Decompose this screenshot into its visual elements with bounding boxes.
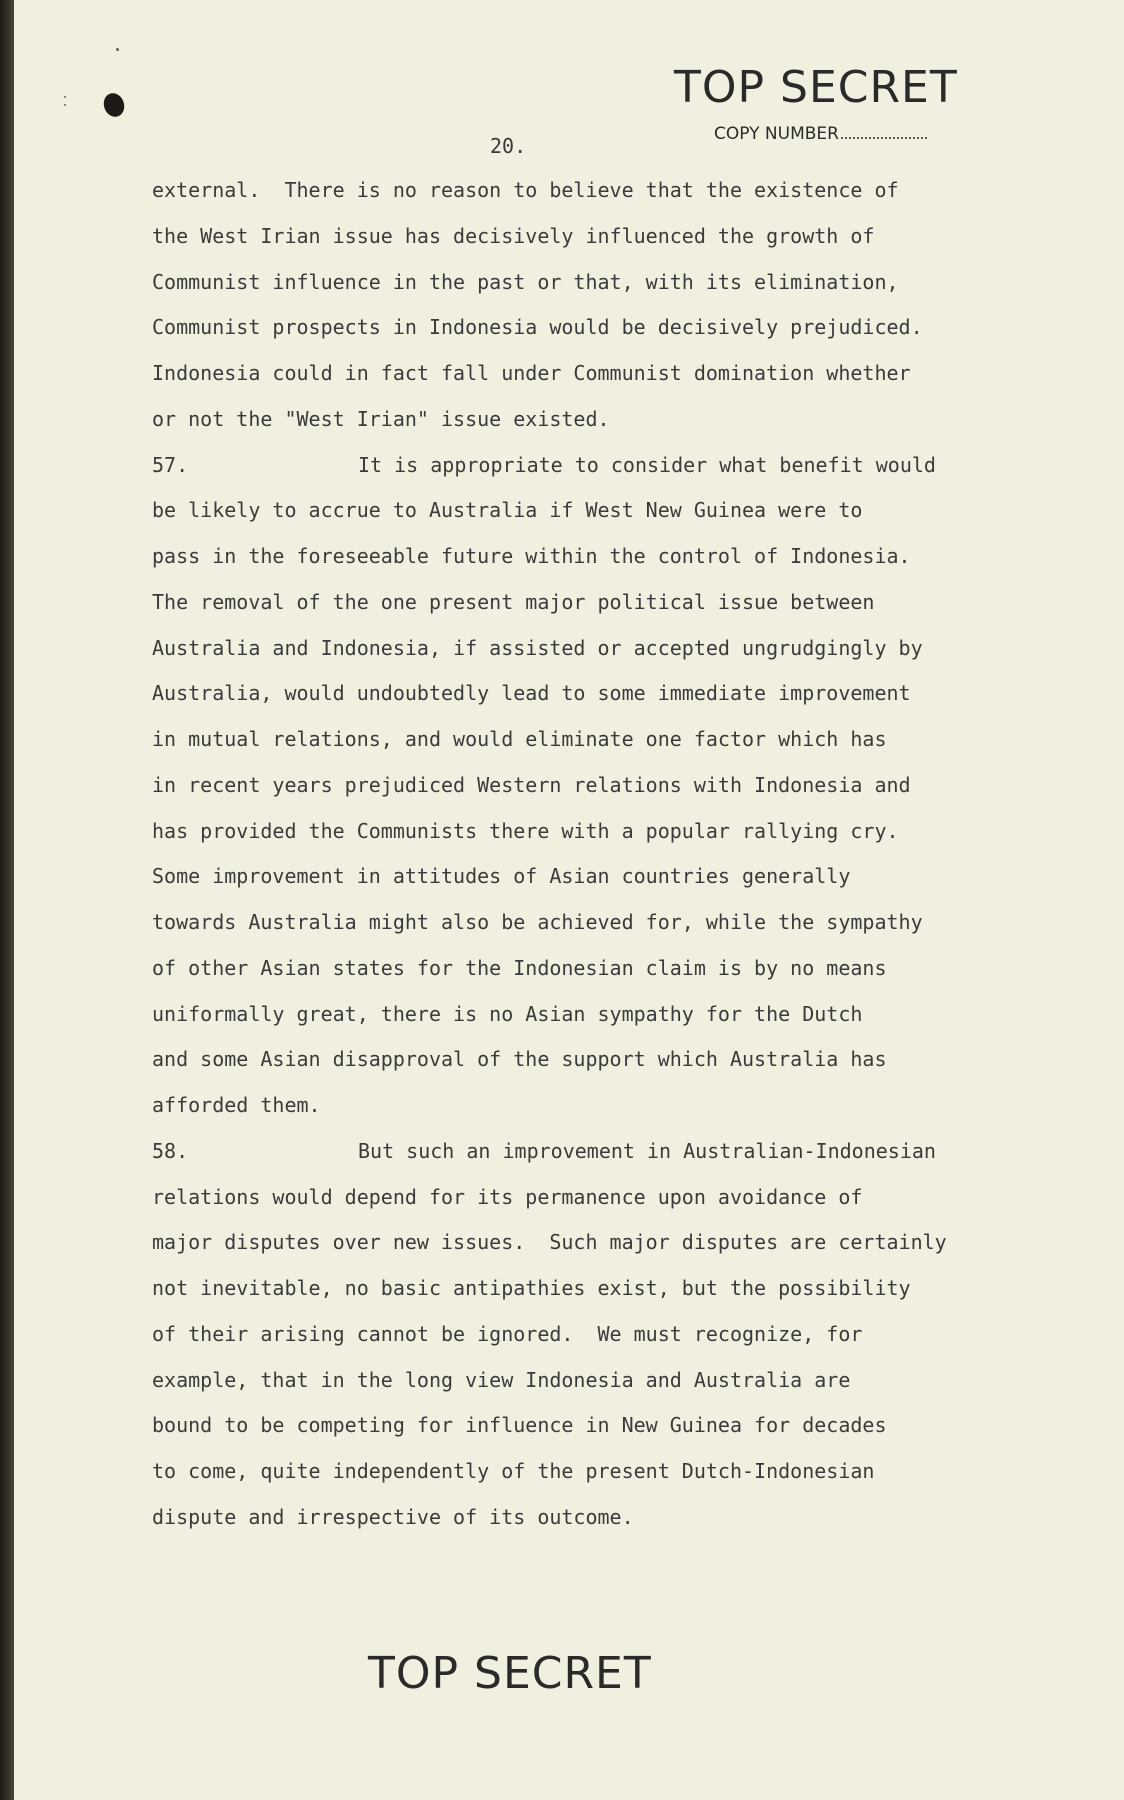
text-line: dispute and irrespective of its outcome. bbox=[152, 1504, 634, 1529]
text-line: and some Asian disapproval of the support which Australia has bbox=[152, 1047, 887, 1072]
paragraph-opening-text: But such an improvement in Australian-Indonesian bbox=[358, 1138, 936, 1163]
classification-footer: TOP SECRET bbox=[368, 1648, 652, 1699]
document-body bbox=[152, 178, 1052, 1551]
text-line: The removal of the one present major political issue between bbox=[152, 589, 875, 614]
text-line: relations would depend for its permanence upon avoidance of bbox=[152, 1184, 863, 1209]
classification-header: TOP SECRET bbox=[674, 62, 958, 113]
text-line: or not the "West Irian" issue existed. bbox=[152, 406, 610, 431]
paper-speck bbox=[64, 96, 66, 98]
text-line: Australia and Indonesia, if assisted or accepted ungrudgingly by bbox=[152, 635, 923, 660]
page-number: 20. bbox=[490, 134, 527, 158]
paragraph-opening-text: It is appropriate to consider what benefit would bbox=[358, 452, 936, 477]
text-line: Indonesia could in fact fall under Communist domination whether bbox=[152, 361, 911, 385]
text-line: Communist prospects in Indonesia would be decisively prejudiced. bbox=[152, 315, 923, 340]
text-line: of other Asian states for the Indonesian claim is by no means bbox=[152, 955, 887, 980]
text-line: external. There is no reason to believe that the existence of bbox=[152, 178, 899, 202]
text-line: towards Australia might also be achieved for, while the sympathy bbox=[152, 910, 923, 934]
text-line: uniformally great, there is no Asian sympathy for the Dutch bbox=[152, 1001, 863, 1026]
text-line: be likely to accrue to Australia if West New Guinea were to bbox=[152, 498, 863, 523]
text-line: has provided the Communists there with a popular rallying cry. bbox=[152, 818, 899, 843]
text-line: of their arising cannot be ignored. We must recognize, for bbox=[152, 1321, 863, 1346]
paragraph-58-first-line bbox=[152, 1139, 1052, 1185]
text-line: example, that in the long view Indonesia and Australia are bbox=[152, 1367, 851, 1392]
paper-speck bbox=[64, 104, 66, 106]
text-line: pass in the foreseeable future within the control of Indonesia. bbox=[152, 544, 911, 568]
copy-number-label: COPY NUMBER bbox=[714, 124, 839, 144]
text-line: to come, quite independently of the present Dutch-Indonesian bbox=[152, 1459, 875, 1483]
text-line: in recent years prejudiced Western relations with Indonesia and bbox=[152, 772, 911, 797]
paragraph-number: 58. bbox=[152, 1138, 189, 1163]
text-line: Communist influence in the past or that, with its elimination, bbox=[152, 269, 899, 294]
paragraph-57-first-line bbox=[152, 453, 1052, 499]
text-line: in mutual relations, and would eliminate one factor which has bbox=[152, 727, 887, 751]
text-line: bound to be competing for influence in New Guinea for decades bbox=[152, 1413, 887, 1438]
copy-number-field bbox=[714, 124, 927, 144]
text-line: Australia, would undoubtedly lead to some immediate improvement bbox=[152, 681, 911, 706]
text-line: Some improvement in attitudes of Asian countries generally bbox=[152, 864, 851, 889]
text-line: afforded them. bbox=[152, 1093, 321, 1117]
scan-edge-shadow bbox=[0, 0, 14, 1800]
text-line: not inevitable, no basic antipathies exist, but the possibility bbox=[152, 1276, 911, 1300]
copy-number-blank bbox=[841, 137, 927, 139]
paragraph-number: 57. bbox=[152, 452, 189, 477]
text-line: major disputes over new issues. Such major disputes are certainly bbox=[152, 1230, 947, 1255]
text-line: the West Irian issue has decisively influenced the growth of bbox=[152, 223, 875, 248]
paper-speck bbox=[116, 48, 119, 51]
